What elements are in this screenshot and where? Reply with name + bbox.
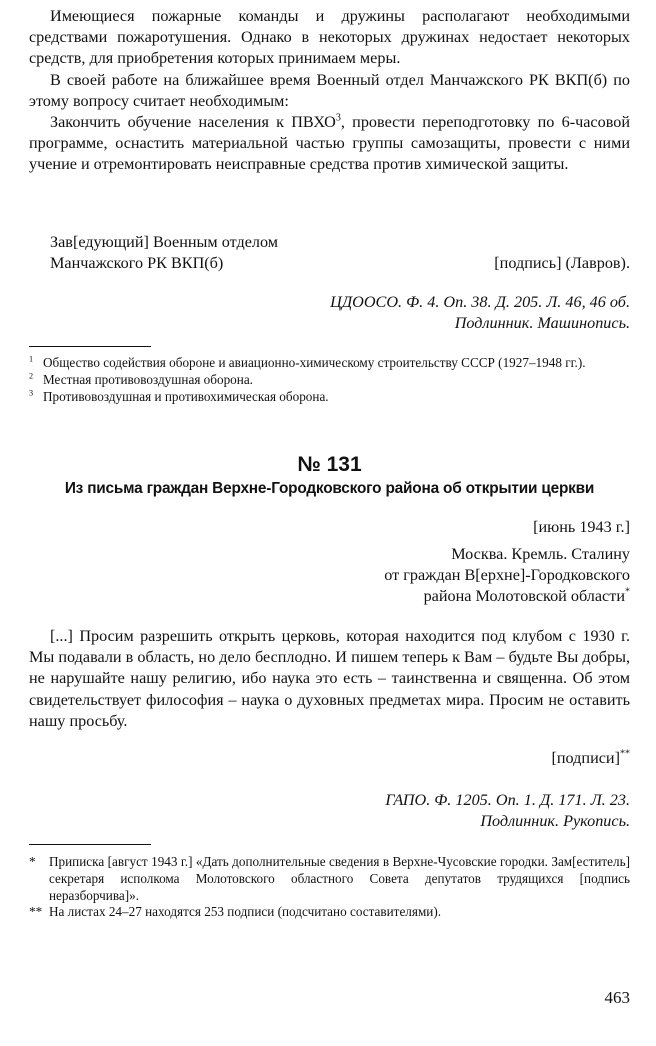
signature-name: [подпись] (Лавров). [494, 254, 630, 273]
footnote: $^2$ Местная противовоздушная оборона. [29, 371, 253, 387]
paragraph: В своей работе на ближайшее время Военный отдел Манчажского РК ВКП(б) по этому вопросу считает необходимым: [29, 70, 630, 110]
document-number: № 131 [297, 453, 362, 476]
paragraph: [...] Просим разрешить открыть церковь, которая находится под клубом с 1930 г. Мы подавали в область, но дело бесплодно. И пишем теперь к Вам – будьте Вы добры, не нарушайте нашу религию, ибо наука это есть – таинственна и священна. Об этом свидетельствует философия – наука о духовных предметах мира. Просим не оставить нашу просьбу. [29, 627, 630, 730]
signature-org: Манчажского РК ВКП(б) [50, 254, 224, 273]
footnote: * Приписка [август 1943 г.] «Дать дополнительные сведения в Верхне-Чусовские городки. Зам[еститель] секретаря исполкома Молотовского областного Совета депутатов трудящихся [подпись неразборчива]». [29, 854, 630, 903]
address-line: района Молотовской области* [423, 587, 630, 606]
footnote: $^3$ Противовоздушная и противохимическая оборона. [29, 388, 329, 404]
archive-type-line: Подлинник. Рукопись. [480, 812, 630, 831]
address-line: Москва. Кремль. Сталину [451, 545, 630, 563]
footnote-ref: ** [619, 748, 630, 760]
footnote-rule [29, 346, 151, 347]
document-title: Из письма граждан Верхне-Городковского района об открытии церкви [64, 480, 595, 497]
signature-block [29, 232, 630, 274]
archive-ref-line: ГАПО. Ф. 1205. Оп. 1. Д. 171. Л. 23. [385, 791, 630, 809]
letter-signatures: [подписи]** [551, 748, 630, 767]
footnote: $^1$ Общество содействия обороне и авиационно-химическому строительству СССР (1927–1948 гг.). [29, 354, 586, 370]
page-number: 463 [604, 988, 630, 1007]
archive-type-line: Подлинник. Машинопись. [454, 314, 630, 333]
continuation-text [29, 6, 630, 176]
footnote-ref: 3 [335, 112, 341, 124]
paragraph: Имеющиеся пожарные команды и дружины располагают необходимыми средствами пожаротушения. Однако в некоторых дружинах недостает некоторых средств, для приобретения которых принимаем меры. [29, 7, 630, 68]
archive-reference [29, 790, 630, 832]
footnote: ** На листах 24–27 находятся 253 подписи (подсчитано составителями). [29, 904, 442, 920]
address-block [29, 544, 630, 608]
document-date: [июнь 1943 г.] [533, 518, 630, 536]
footnotes [29, 355, 630, 405]
signature-title: Зав[едующий] Военным отделом [50, 233, 278, 251]
footnote-ref: * [624, 587, 630, 599]
paragraph: Закончить обучение населения к ПВХО$^3$, провести переподготовку по 6-часовой программе, оснастить материальной частью группы самозащиты, провести с ними учение и отремонтировать неисправные средства против химической защиты. [29, 112, 630, 174]
footnote-rule [29, 844, 151, 845]
address-line: от граждан В[ерхне]-Городковского [384, 566, 630, 585]
document-page [29, 0, 630, 1046]
archive-reference [29, 292, 630, 334]
footnotes [29, 854, 630, 921]
archive-ref-line: ЦДООСО. Ф. 4. Оп. 38. Д. 205. Л. 46, 46 об. [330, 293, 630, 311]
letter-body [29, 626, 630, 732]
